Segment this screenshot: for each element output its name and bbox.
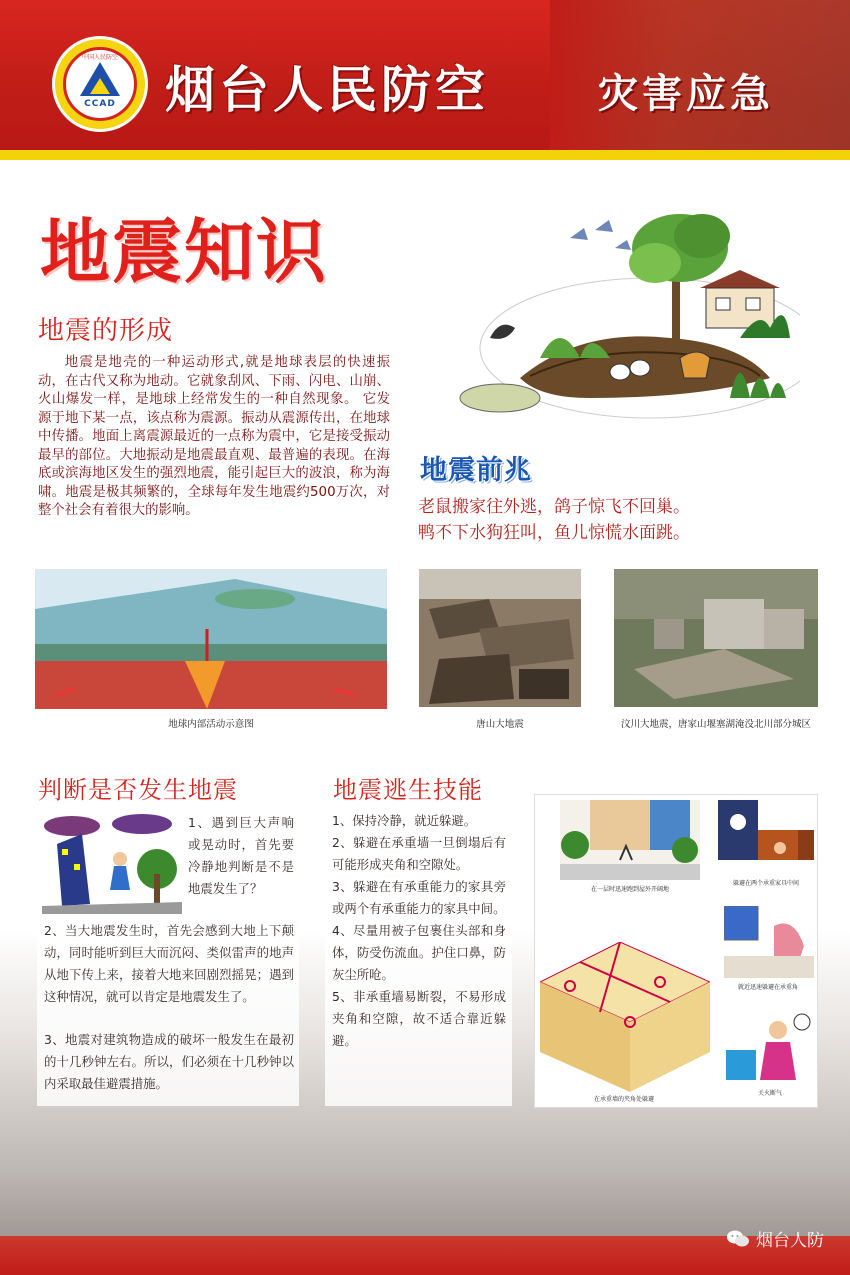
judge-heading: 判断是否发生地震 <box>38 776 238 804</box>
header-right-title: 灾害应急 <box>598 71 774 117</box>
earthquake-cartoon <box>42 814 182 914</box>
footer-band <box>0 1236 850 1275</box>
cartoon-caption-3: 在承重墙的夹角处躲避 <box>593 1096 654 1103</box>
animals-omen-illustration <box>440 208 800 448</box>
escape-item-3: 3、躲避在有承重能力的家具旁或两个有承重能力的家具中间。 <box>332 879 506 916</box>
wechat-icon <box>726 1229 750 1249</box>
tangshan-earthquake-photo <box>419 569 581 707</box>
main-title: 地震知识 <box>40 211 328 293</box>
escape-item-5: 5、非承重墙易断裂，不易形成夹角和空隙，故不适合靠近躲避。 <box>332 989 506 1048</box>
run-outside-cartoon <box>560 800 700 880</box>
header-title: 烟台人民防空 <box>165 61 489 119</box>
footer-brand-text: 烟台人防 <box>756 1231 824 1251</box>
formation-heading: 地震的形成 <box>38 316 174 346</box>
earth-interior-diagram <box>35 569 387 709</box>
logo-top-text: 中国人民防空 <box>81 54 118 61</box>
escape-list <box>332 810 506 1052</box>
cartoon-caption-2: 躲避在两个承重家具中间 <box>732 880 799 887</box>
cartoon-caption-1: 在一层时迅速跑到屋外开阔地 <box>590 886 669 893</box>
escape-item-4: 4、尽量用被子包裹住头部和身体，防受伤流血。护住口鼻，防灰尘所呛。 <box>332 923 506 982</box>
cartoon-caption-4: 就近迅速躲避在承重角 <box>737 984 798 991</box>
judge-point-2: 2、当大地震发生时，首先会感到大地上下颠动，同时能听到巨大而沉闷、类似雷声的地声从地下传上来，接着大地来回剧烈摇晃；遇到这种情况，就可以肯定是地震发生了。 <box>44 923 294 1004</box>
logo-text: CCAD <box>84 99 116 109</box>
omens-line-1: 老鼠搬家往外逃，鸽子惊飞不回巢。 <box>418 497 690 517</box>
cartoon-caption-5: 关火断气 <box>757 1090 782 1097</box>
omens-line-2: 鸭不下水狗狂叫，鱼儿惊慌水面跳。 <box>418 523 690 543</box>
corner-hide-cartoon <box>724 906 814 978</box>
footer-brand <box>726 1226 824 1251</box>
photo-caption-3: 汶川大地震，唐家山堰塞湖淹没北川部分城区 <box>620 719 811 730</box>
escape-item-2: 2、躲避在承重墙一旦倒塌后有可能形成夹角和空隙处。 <box>332 835 506 872</box>
wenchuan-earthquake-photo <box>614 569 818 707</box>
ccad-logo <box>52 36 148 132</box>
omens-heading: 地震前兆 <box>420 455 532 486</box>
escape-item-1: 1、保持冷静，就近躲避。 <box>332 813 477 828</box>
omens-rhyme <box>418 494 690 546</box>
header-stripe <box>0 150 850 160</box>
photo-caption-1: 地球内部活动示意图 <box>168 719 254 730</box>
judge-point-1: 1、遇到巨大声响或晃动时，首先要冷静地判断是不是地震发生了？ <box>188 815 294 896</box>
formation-text: 地震是地壳的一种运动形式,就是地球表层的快速振动，在古代又称为地动。它就象刮风、下雨、闪电、山崩、火山爆发一样，是地球上经常发生的一种自然现象。 它发源于地下某一点，该点称为震源。振动从震源传出，在地球中传播。地面上离震源最近的一点称为震中，它是接受振动最早的部位。大地振动是地震最直观、最普遍的表现。在海底或滨海地区发生的强烈地震，能引起巨大的波浪，称为海啸。地震是极其频繁的，全球每年发生地震约500万次，对整个社会有着很大的影响。 <box>38 355 390 518</box>
between-furniture-cartoon <box>718 800 814 875</box>
load-wall-corner-cartoon <box>540 942 710 1092</box>
photo-caption-2: 唐山大地震 <box>476 719 524 730</box>
turn-off-gas-cartoon <box>726 1010 814 1082</box>
escape-heading: 地震逃生技能 <box>333 776 483 804</box>
judge-point-3: 3、地震对建筑物造成的破坏一般发生在最初的十几秒钟左右。所以，们必须在十几秒钟以内采取最佳避震措施。 <box>44 1032 294 1091</box>
